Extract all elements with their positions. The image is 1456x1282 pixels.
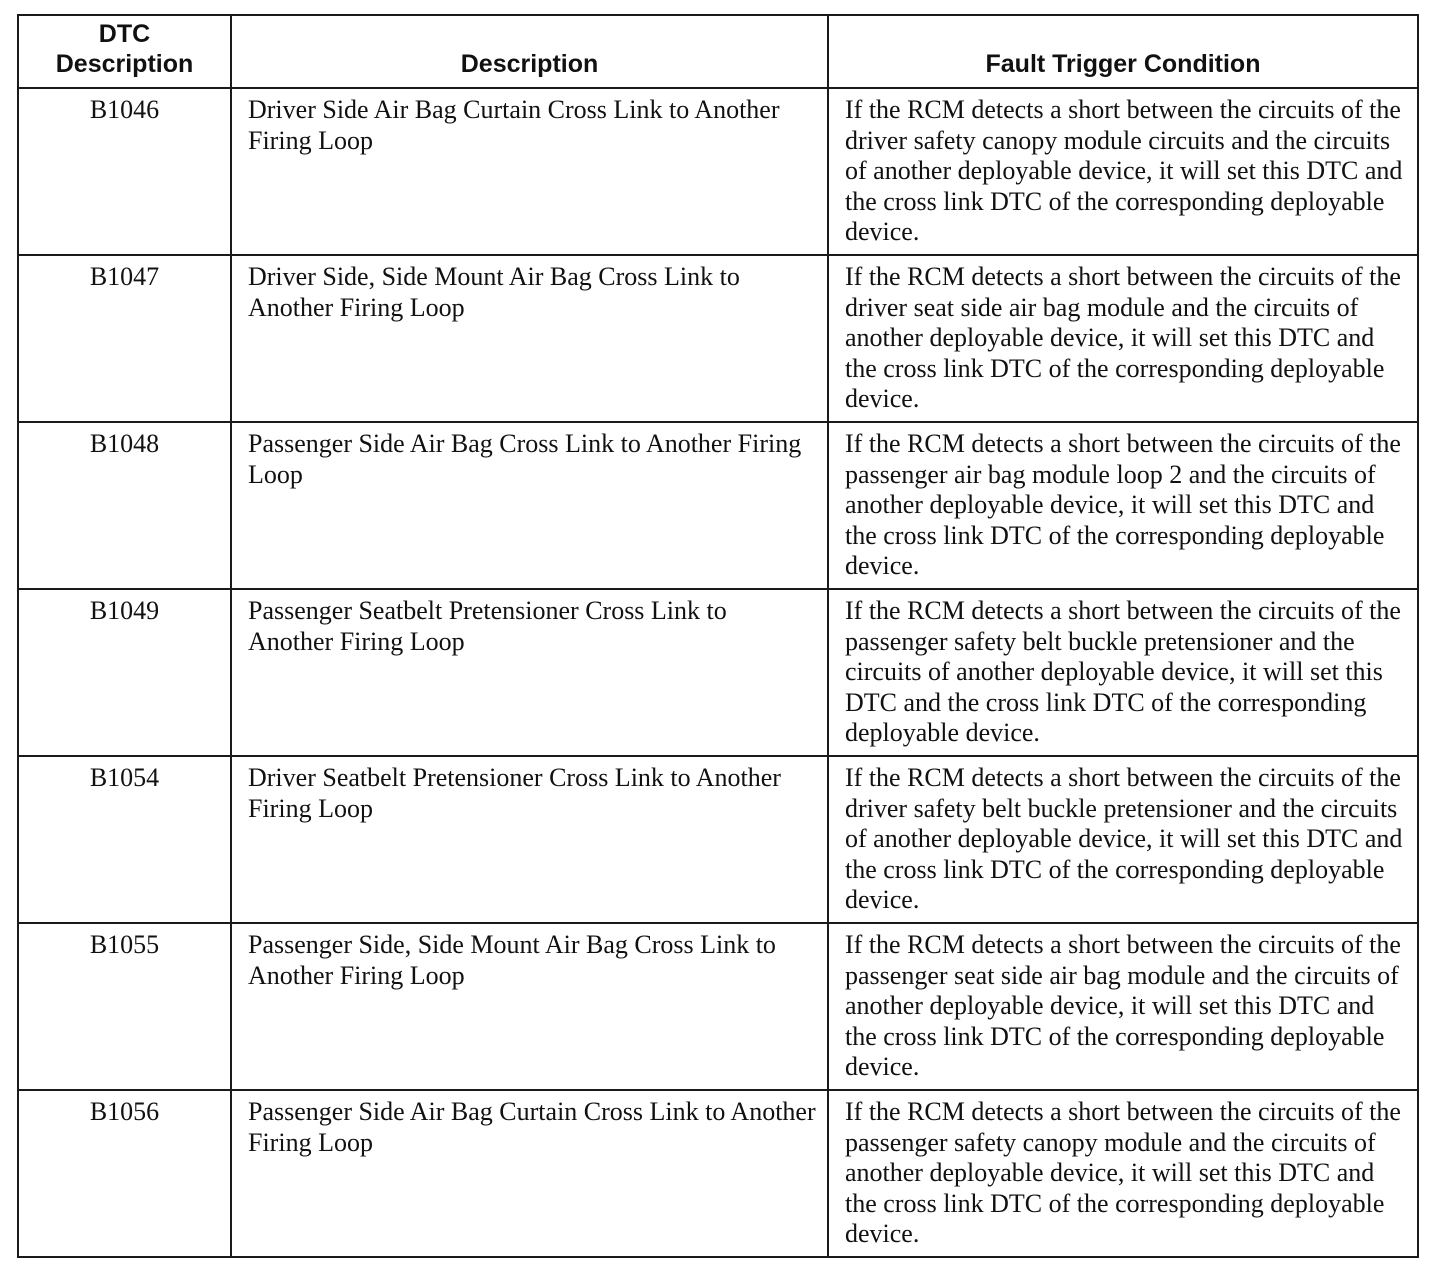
dtc-code: B1054: [18, 756, 231, 923]
header-description: Description: [231, 15, 828, 88]
fault-trigger-condition: If the RCM detects a short between the circuits of the driver safety canopy module circuits and the circuits of another deployable device, it will set this DTC and the cross link DTC of the corresponding deployable device.: [828, 88, 1418, 255]
table-body: [18, 88, 1418, 1257]
header-dtc-line1: DTC: [98, 20, 151, 48]
table-row: [18, 756, 1418, 923]
dtc-code: B1049: [18, 589, 231, 756]
header-dtc-description: [18, 15, 231, 88]
dtc-table: [17, 14, 1419, 1258]
table-row: [18, 255, 1418, 422]
header-fault-trigger-condition: Fault Trigger Condition: [828, 15, 1418, 88]
dtc-description: Passenger Side, Side Mount Air Bag Cross Link to Another Firing Loop: [231, 923, 828, 1090]
header-row: [18, 15, 1418, 88]
fault-trigger-condition: If the RCM detects a short between the circuits of the driver safety belt buckle pretensioner and the circuits of another deployable device, it will set this DTC and the cross link DTC of the corresponding deployable device.: [828, 756, 1418, 923]
dtc-code: B1048: [18, 422, 231, 589]
dtc-description: Driver Side Air Bag Curtain Cross Link to Another Firing Loop: [231, 88, 828, 255]
dtc-description: Passenger Side Air Bag Cross Link to Another Firing Loop: [231, 422, 828, 589]
table-row: [18, 88, 1418, 255]
dtc-description: Passenger Seatbelt Pretensioner Cross Link to Another Firing Loop: [231, 589, 828, 756]
table-row: [18, 1090, 1418, 1257]
dtc-description: Driver Side, Side Mount Air Bag Cross Link to Another Firing Loop: [231, 255, 828, 422]
dtc-code: B1046: [18, 88, 231, 255]
dtc-description: Driver Seatbelt Pretensioner Cross Link to Another Firing Loop: [231, 756, 828, 923]
header-dtc-line2: Description: [55, 50, 194, 78]
dtc-code: B1055: [18, 923, 231, 1090]
dtc-description: Passenger Side Air Bag Curtain Cross Link to Another Firing Loop: [231, 1090, 828, 1257]
dtc-code: B1056: [18, 1090, 231, 1257]
fault-trigger-condition: If the RCM detects a short between the circuits of the passenger seat side air bag module and the circuits of another deployable device, it will set this DTC and the cross link DTC of the corresponding deployable device.: [828, 923, 1418, 1090]
fault-trigger-condition: If the RCM detects a short between the circuits of the passenger safety belt buckle pretensioner and the circuits of another deployable device, it will set this DTC and the cross link DTC of the corresponding deployable device.: [828, 589, 1418, 756]
table-row: [18, 923, 1418, 1090]
table-row: [18, 589, 1418, 756]
fault-trigger-condition: If the RCM detects a short between the circuits of the passenger air bag module loop 2 and the circuits of another deployable device, it will set this DTC and the cross link DTC of the corresponding deployable device.: [828, 422, 1418, 589]
fault-trigger-condition: If the RCM detects a short between the circuits of the passenger safety canopy module and the circuits of another deployable device, it will set this DTC and the cross link DTC of the corresponding deployable device.: [828, 1090, 1418, 1257]
table-header: [18, 15, 1418, 88]
dtc-code: B1047: [18, 255, 231, 422]
fault-trigger-condition: If the RCM detects a short between the circuits of the driver seat side air bag module and the circuits of another deployable device, it will set this DTC and the cross link DTC of the corresponding deployable device.: [828, 255, 1418, 422]
table-row: [18, 422, 1418, 589]
